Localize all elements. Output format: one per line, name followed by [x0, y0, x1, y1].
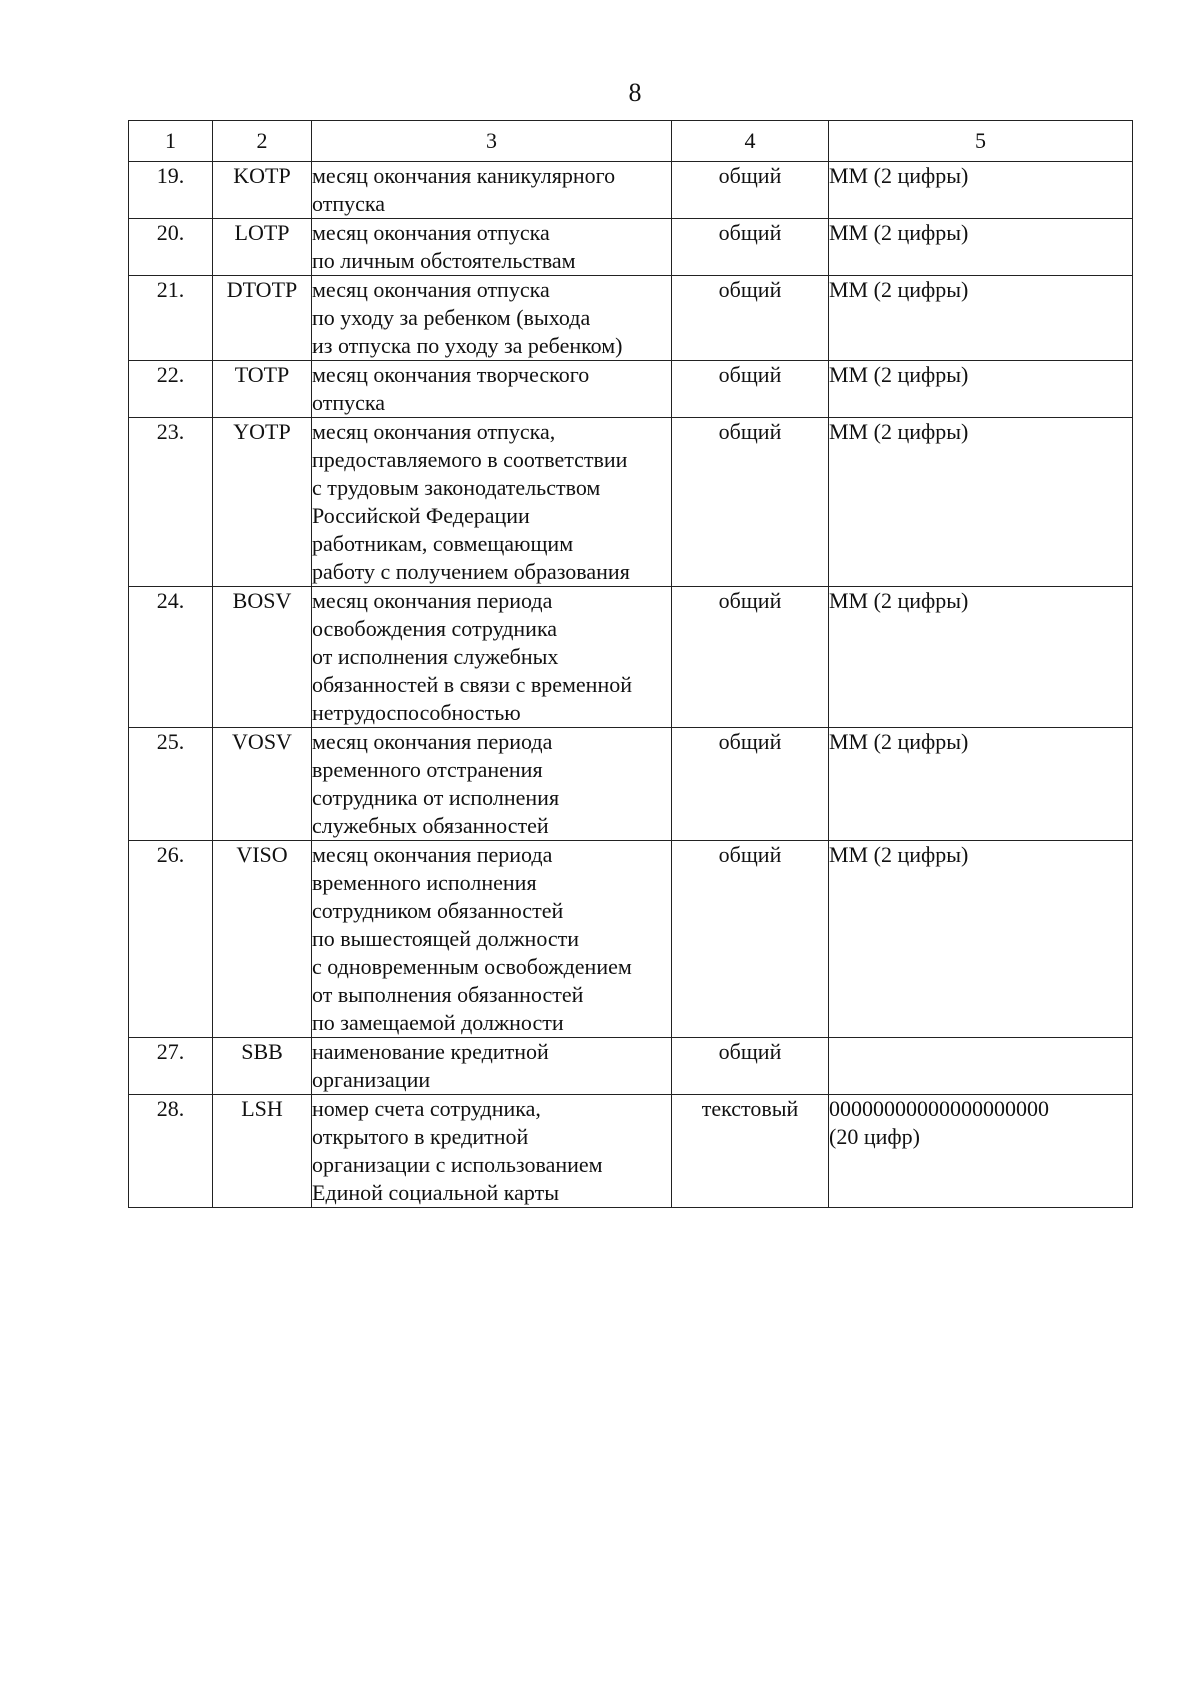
field-code: BOSV	[213, 587, 312, 728]
field-code: TOTP	[213, 361, 312, 418]
field-format	[829, 728, 1133, 841]
description-line: по замещаемой должности	[312, 1010, 564, 1035]
description-line: по вышестоящей должности	[312, 926, 580, 951]
description-line: обязанностей в связи с временной	[312, 672, 632, 697]
field-format	[829, 276, 1133, 361]
field-description	[312, 361, 672, 418]
table-row	[129, 841, 1133, 1038]
table-row	[129, 418, 1133, 587]
field-format	[829, 361, 1133, 418]
field-format	[829, 1095, 1133, 1208]
row-number: 26.	[129, 841, 213, 1038]
format-line: 00000000000000000000	[829, 1096, 1049, 1121]
format-line: MM (2 цифры)	[829, 362, 969, 387]
field-format	[829, 841, 1133, 1038]
field-description	[312, 841, 672, 1038]
field-description	[312, 219, 672, 276]
table-row	[129, 587, 1133, 728]
field-type: общий	[672, 418, 829, 587]
field-format	[829, 162, 1133, 219]
field-code: DTOTP	[213, 276, 312, 361]
field-type: общий	[672, 361, 829, 418]
table-body	[129, 162, 1133, 1208]
description-line: наименование кредитной	[312, 1039, 549, 1064]
row-number: 23.	[129, 418, 213, 587]
field-type: общий	[672, 728, 829, 841]
field-description	[312, 162, 672, 219]
description-line: от выполнения обязанностей	[312, 982, 584, 1007]
description-line: освобождения сотрудника	[312, 616, 558, 641]
field-code: LSH	[213, 1095, 312, 1208]
field-type: общий	[672, 587, 829, 728]
column-header-format: 5	[829, 121, 1133, 162]
specification-table	[128, 120, 1133, 1208]
row-number: 28.	[129, 1095, 213, 1208]
description-line: предоставляемого в соответствии	[312, 447, 628, 472]
description-line: Единой социальной карты	[312, 1180, 560, 1205]
description-line: из отпуска по уходу за ребенком)	[312, 333, 623, 358]
field-type: общий	[672, 841, 829, 1038]
description-line: организации	[312, 1067, 431, 1092]
table-row	[129, 162, 1133, 219]
row-number: 20.	[129, 219, 213, 276]
column-header-number: 1	[129, 121, 213, 162]
description-line: нетрудоспособностью	[312, 700, 521, 725]
table-header-row	[129, 121, 1133, 162]
field-type: общий	[672, 1038, 829, 1095]
field-type: текстовый	[672, 1095, 829, 1208]
description-line: отпуска	[312, 390, 385, 415]
description-line: работу с получением образования	[312, 559, 630, 584]
description-line: месяц окончания периода	[312, 842, 553, 867]
field-code: VISO	[213, 841, 312, 1038]
format-line: MM (2 цифры)	[829, 842, 969, 867]
field-format	[829, 1038, 1133, 1095]
description-line: временного отстранения	[312, 757, 543, 782]
format-line: MM (2 цифры)	[829, 163, 969, 188]
format-line: MM (2 цифры)	[829, 419, 969, 444]
field-format	[829, 587, 1133, 728]
description-line: месяц окончания отпуска	[312, 220, 550, 245]
description-line: месяц окончания творческого	[312, 362, 590, 387]
field-format	[829, 219, 1133, 276]
row-number: 22.	[129, 361, 213, 418]
page-number: 8	[628, 78, 642, 107]
description-line: отпуска	[312, 191, 385, 216]
description-line: открытого в кредитной	[312, 1124, 529, 1149]
format-line: MM (2 цифры)	[829, 277, 969, 302]
format-line: MM (2 цифры)	[829, 588, 969, 613]
table-row	[129, 1038, 1133, 1095]
description-line: временного исполнения	[312, 870, 537, 895]
description-line: с трудовым законодательством	[312, 475, 601, 500]
row-number: 24.	[129, 587, 213, 728]
description-line: по уходу за ребенком (выхода	[312, 305, 591, 330]
description-line: номер счета сотрудника,	[312, 1096, 541, 1121]
field-code: VOSV	[213, 728, 312, 841]
description-line: служебных обязанностей	[312, 813, 549, 838]
table-row	[129, 276, 1133, 361]
description-line: от исполнения служебных	[312, 644, 559, 669]
format-line: MM (2 цифры)	[829, 220, 969, 245]
field-description	[312, 276, 672, 361]
description-line: работникам, совмещающим	[312, 531, 574, 556]
description-line: с одновременным освобождением	[312, 954, 632, 979]
description-line: месяц окончания периода	[312, 588, 553, 613]
field-description	[312, 1095, 672, 1208]
format-line: (20 цифр)	[829, 1124, 920, 1149]
table-row	[129, 1095, 1133, 1208]
description-line: месяц окончания отпуска,	[312, 419, 556, 444]
description-line: сотрудника от исполнения	[312, 785, 560, 810]
table-row	[129, 361, 1133, 418]
row-number: 19.	[129, 162, 213, 219]
column-header-code: 2	[213, 121, 312, 162]
description-line: Российской Федерации	[312, 503, 530, 528]
format-line: MM (2 цифры)	[829, 729, 969, 754]
row-number: 25.	[129, 728, 213, 841]
field-code: LOTP	[213, 219, 312, 276]
field-type: общий	[672, 219, 829, 276]
column-header-type: 4	[672, 121, 829, 162]
field-code: SBB	[213, 1038, 312, 1095]
field-format	[829, 418, 1133, 587]
description-line: месяц окончания каникулярного	[312, 163, 616, 188]
row-number: 27.	[129, 1038, 213, 1095]
field-code: YOTP	[213, 418, 312, 587]
description-line: организации с использованием	[312, 1152, 603, 1177]
field-type: общий	[672, 162, 829, 219]
table-row	[129, 219, 1133, 276]
field-description	[312, 587, 672, 728]
description-line: по личным обстоятельствам	[312, 248, 576, 273]
description-line: месяц окончания периода	[312, 729, 553, 754]
description-line: месяц окончания отпуска	[312, 277, 550, 302]
table-row	[129, 728, 1133, 841]
field-description	[312, 1038, 672, 1095]
field-type: общий	[672, 276, 829, 361]
row-number: 21.	[129, 276, 213, 361]
column-header-description: 3	[312, 121, 672, 162]
field-description	[312, 418, 672, 587]
description-line: сотрудником обязанностей	[312, 898, 564, 923]
field-description	[312, 728, 672, 841]
field-code: KOTP	[213, 162, 312, 219]
